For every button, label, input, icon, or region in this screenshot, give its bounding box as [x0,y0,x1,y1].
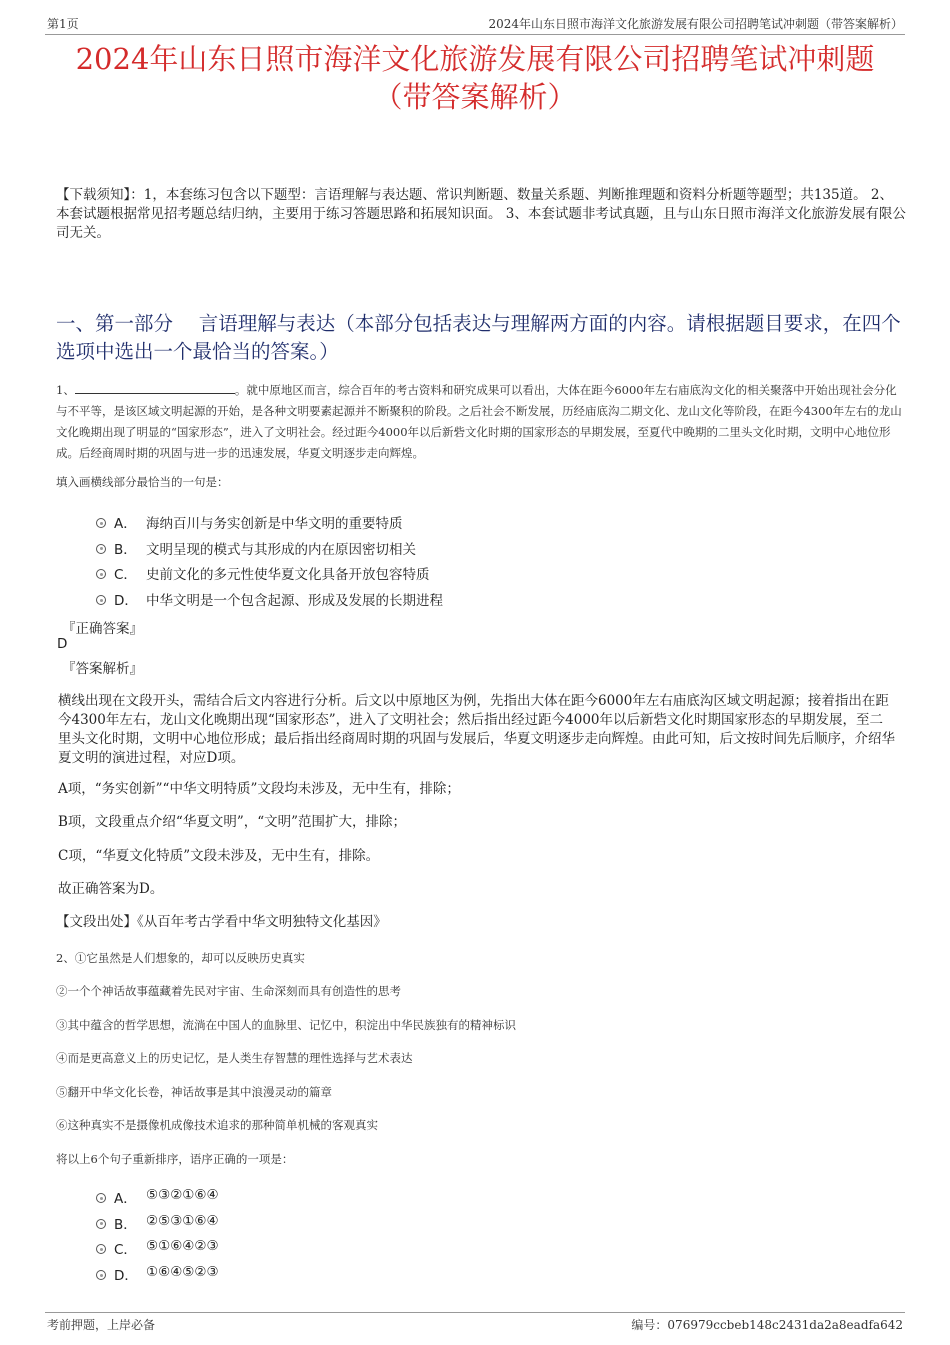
option-letter: A． [114,516,137,532]
title-line-2: （带答案解析） [373,80,577,114]
analysis-note-b: B项，文段重点介绍“华夏文明”，“文明”范围扩大，排除； [58,814,407,830]
radio-icon[interactable] [96,1193,106,1203]
analysis-note-a: A项，“务实创新”“中华文明特质”文段均未涉及，无中生有，排除； [58,781,460,797]
footer-code: 编号：076979ccbeb148c2431da2a8eadfa642 [631,1318,903,1332]
option-letter: B． [114,541,137,558]
option-text: 史前文化的多元性使华夏文化具备开放包容特质 [146,567,430,584]
option-letter: D． [114,593,138,610]
option-c[interactable] [96,561,896,587]
option-text: ①⑥④⑤②③ [146,1264,219,1281]
answer-label: 『正确答案』 [62,621,143,637]
option-text: 文明呈现的模式与其形成的内在原因密切相关 [146,541,416,558]
option-text: ⑤③②①⑥④ [146,1187,219,1203]
option-a[interactable] [96,1185,896,1211]
option-b[interactable] [96,536,896,562]
question-1-options [96,510,896,613]
question-2-line-3: ③其中蕴含的哲学思想，流淌在中国人的血脉里、记忆中，积淀出中华民族独有的精神标识 [56,1018,516,1032]
analysis-label: 『答案解析』 [62,661,143,677]
download-notice: 【下载须知】：1，本套练习包含以下题型：言语理解与表达题、常识判断题、数量关系题、判断推理题和资料分析题等题型；共135道。 2、本套试题根据常见招考题总结归纳，主要用于练习答题思路和拓展知识面。 3、本套试题非考试真题，且与山东日照市海洋文化旅游发展有限公司无关。 [56,187,906,241]
page-number: 第1页 [47,17,79,31]
question-1-text: 。就中原地区而言，综合百年的考古资料和研究成果可以看出，大体在距今6000年左右庙底沟文化的相关聚落中开始出现社会分化与不平等，是该区域文明起源的开始，是各种文明要素起源并不断聚积的阶段。之后社会不断发展，历经庙底沟二期文化、龙山文化等阶段，在距今4300年左右的龙山文化晚期出现了明显的“国家形态”，进入了文明社会。经过距今4000年以后新砦文化时期的国家形态的早期发展，至夏代中晚期的二里头文化时期，文明中心地位形成。后经商周时期的巩固与进一步的迅速发展，华夏文明逐步走向辉煌。 [56,383,902,460]
option-letter: B． [114,1216,137,1233]
option-letter: D． [114,1268,138,1285]
option-text: 中华文明是一个包含起源、形成及发展的长期进程 [146,593,443,610]
footer-slogan: 考前押题，上岸必备 [47,1318,156,1332]
option-text: 海纳百川与务实创新是中华文明的重要特质 [146,516,403,532]
header-doc-title: 2024年山东日照市海洋文化旅游发展有限公司招聘笔试冲刺题（带答案解析） [488,17,903,31]
option-d[interactable] [96,1262,896,1288]
question-2-prompt: 将以上6个句子重新排序，语序正确的一项是： [56,1152,294,1166]
question-1-number: 1、 [56,383,75,397]
option-text: ②⑤③①⑥④ [146,1212,219,1229]
radio-icon[interactable] [96,595,106,605]
radio-icon[interactable] [96,569,106,579]
analysis-note-c: C项，“华夏文化特质”文段未涉及，无中生有，排除。 [58,848,380,864]
question-2-line-1: 2、①它虽然是人们想象的，却可以反映历史真实 [56,951,305,965]
fill-in-blank [75,381,235,394]
analysis-conclusion: 故正确答案为D。 [58,881,164,897]
radio-icon[interactable] [96,544,106,554]
option-text: ⑤①⑥④②③ [146,1238,219,1255]
radio-icon[interactable] [96,518,106,528]
answer-value: D [57,636,68,652]
option-letter: C． [114,567,137,584]
option-a[interactable] [96,510,896,536]
passage-source: 【文段出处】《从百年考古学看中华文明独特文化基因》 [56,914,387,930]
option-c[interactable] [96,1236,896,1262]
title-line-1: 2024年山东日照市海洋文化旅游发展有限公司招聘笔试冲刺题 [75,42,875,76]
radio-icon[interactable] [96,1270,106,1280]
option-d[interactable] [96,587,896,613]
radio-icon[interactable] [96,1244,106,1254]
option-letter: C． [114,1242,137,1259]
question-1-prompt: 填入画横线部分最恰当的一句是： [56,475,229,489]
section-title: 一、第一部分 言语理解与表达（本部分包括表达与理解两方面的内容。请根据题目要求，在四个选项中选出一个最恰当的答案。） [56,312,901,363]
option-letter: A． [114,1191,137,1207]
question-2-options [96,1185,896,1288]
question-1-stem [56,380,906,464]
page-footer [45,1312,905,1333]
document-title [30,40,920,116]
question-2-line-2: ②一个个神话故事蕴藏着先民对宇宙、生命深刻而具有创造性的思考 [56,984,401,998]
analysis-text: 横线出现在文段开头，需结合后文内容进行分析。后文以中原地区为例，先指出大体在距今6000年左右庙底沟区域文明起源；接着指出在距今4300年左右，龙山文化晚期出现“国家形态”，进入了文明社会；然后指出经过距今4000年以后新砦文化时期国家形态的早期发展，至二里头文化时期，文明中心地位形成；最后指出经商周时期的巩固与发展后，华夏文明逐步走向辉煌。由此可知，后文按时间先后顺序，介绍华夏文明的演进过程，对应D项。 [58,693,895,766]
page-header [45,12,905,35]
question-2-line-6: ⑥这种真实不是摄像机成像技术追求的那种简单机械的客观真实 [56,1118,378,1132]
radio-icon[interactable] [96,1219,106,1229]
question-2-line-4: ④而是更高意义上的历史记忆，是人类生存智慧的理性选择与艺术表达 [56,1051,413,1065]
option-b[interactable] [96,1211,896,1237]
question-2-line-5: ⑤翻开中华文化长卷，神话故事是其中浪漫灵动的篇章 [56,1085,332,1099]
